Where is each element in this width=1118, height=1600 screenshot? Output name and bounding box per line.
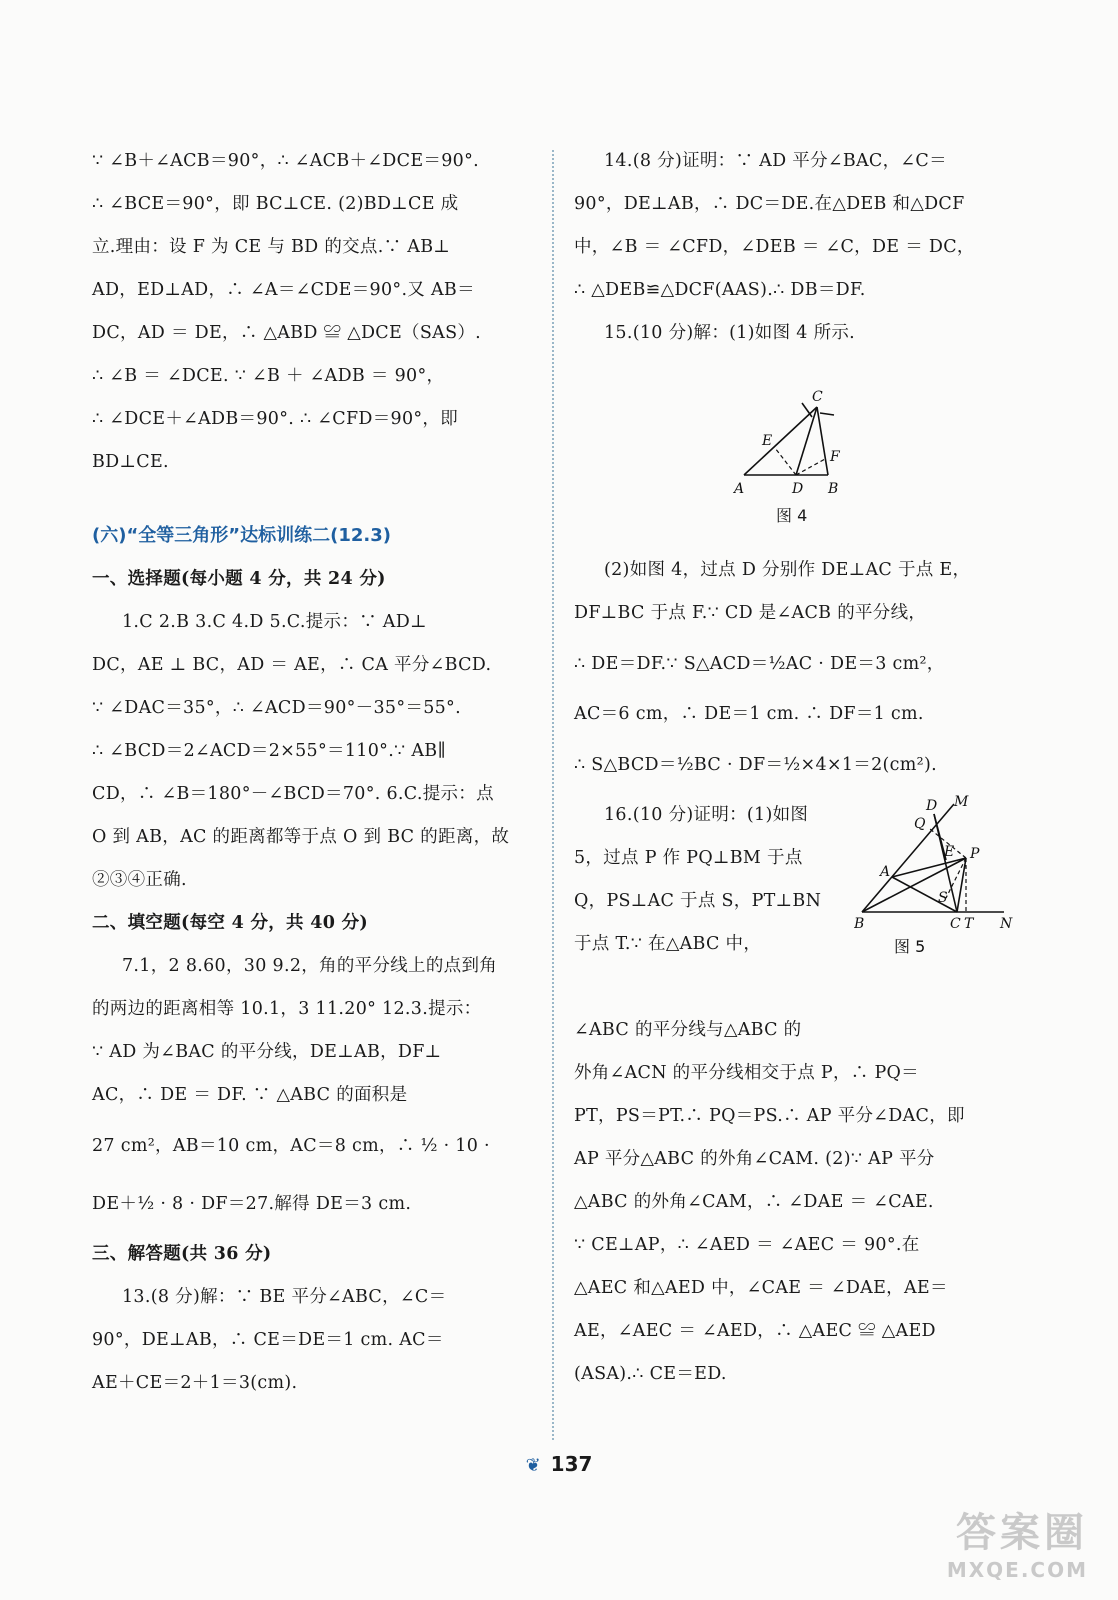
text-line: DC，AE ⊥ BC，AD ＝ AE，∴ CA 平分∠BCD. — [92, 655, 492, 675]
label-e: E — [944, 844, 955, 860]
text-line: ∵ ∠DAC＝35°，∴ ∠ACD＝90°－35°＝55°. — [92, 698, 461, 718]
text-line: (ASA).∴ CE＝ED. — [574, 1364, 727, 1384]
text-line: DC，AD ＝ DE，∴ △ABD ≌ △DCE（SAS）. — [92, 323, 482, 343]
text-line: ∴ S△BCD＝½BC · DF＝½×4×1＝2(cm²). — [574, 755, 937, 775]
label-c: C — [812, 389, 823, 405]
text-line: 外角∠ACN 的平分线相交于点 P，∴ PQ＝ — [574, 1063, 919, 1083]
text-line: ∴ ∠BCD＝2∠ACD＝2×55°＝110°.∵ AB∥ — [92, 741, 446, 761]
label-t: T — [964, 916, 974, 932]
label-b: B — [828, 481, 839, 497]
section-title: (六)“全等三角形”达标训练二(12.3) — [92, 525, 391, 546]
leaf-ornament-icon: ❦ — [525, 1455, 541, 1476]
label-s: S — [938, 890, 948, 906]
label-d: D — [926, 798, 938, 814]
seg-ap — [892, 858, 966, 877]
text-line: 立.理由：设 F 为 CE 与 BD 的交点.∵ AB⊥ — [92, 237, 451, 257]
text-line: 90°，DE⊥AB，∴ CE＝DE＝1 cm. AC＝ — [92, 1330, 444, 1350]
left-column — [92, 140, 530, 1405]
text-line: 16.(10 分)证明：(1)如图 — [604, 805, 809, 825]
text-line: DF⊥BC 于点 F.∵ CD 是∠ACB 的平分线， — [574, 603, 927, 623]
text-line: 5，过点 P 作 PQ⊥BM 于点 — [574, 848, 803, 868]
text-line: 15.(10 分)解：(1)如图 4 所示. — [604, 323, 856, 343]
page-number — [0, 1452, 1118, 1476]
text-line: ∵ ∠B＋∠ACB＝90°，∴ ∠ACB＋∠DCE＝90°. — [92, 151, 479, 171]
text-line: 的两边的距离相等 10.1，3 11.20° 12.3.提示： — [92, 999, 482, 1019]
text-line: ∵ AD 为∠BAC 的平分线，DE⊥AB，DF⊥ — [92, 1042, 442, 1062]
text-line: 7.1，2 8.60，30 9.2，角的平分线上的点到角 — [122, 956, 498, 976]
text-line: 27 cm²，AB＝10 cm，AC＝8 cm，∴ ½ · 10 · — [92, 1136, 490, 1156]
right-column — [574, 140, 1014, 1396]
column-divider — [552, 150, 554, 1440]
watermark — [947, 1501, 1088, 1582]
text-line: 14.(8 分)证明：∵ AD 平分∠BAC，∠C＝ — [604, 151, 947, 171]
question-16-with-figure — [574, 794, 1014, 1009]
label-a: A — [734, 481, 745, 497]
text-line: AC＝6 cm，∴ DE＝1 cm. ∴ DF＝1 cm. — [574, 704, 924, 724]
text-line: AD，ED⊥AD，∴ ∠A＝∠CDE＝90°.又 AB＝ — [92, 280, 475, 300]
text-line: PT，PS＝PT.∴ PQ＝PS.∴ AP 平分∠DAC，即 — [574, 1106, 965, 1126]
text-line: 13.(8 分)解：∵ BE 平分∠ABC，∠C＝ — [122, 1287, 447, 1307]
watermark-main: 答案圈 — [956, 1510, 1088, 1556]
subsection-heading: 三、解答题(共 36 分) — [92, 1244, 272, 1264]
text-line: AC，∴ DE ＝ DF. ∵ △ABC 的面积是 — [92, 1085, 408, 1105]
figure-4 — [574, 365, 1014, 535]
text-line: BD⊥CE. — [92, 452, 169, 472]
label-m: M — [954, 794, 969, 810]
question-16-intro — [574, 794, 844, 966]
text-line: DE＋½ · 8 · DF＝27.解得 DE＝3 cm. — [92, 1194, 412, 1214]
text-line: ②③④正确. — [92, 870, 187, 890]
text-line: ∴ ∠B ＝ ∠DCE. ∵ ∠B ＋ ∠ADB ＝ 90°， — [92, 366, 445, 386]
text-line: AE＋CE＝2＋1＝3(cm). — [92, 1373, 298, 1393]
page-number-text: 137 — [550, 1452, 593, 1476]
label-b: B — [854, 916, 865, 932]
text-line: ∵ CE⊥AP，∴ ∠AED ＝ ∠AEC ＝ 90°.在 — [574, 1235, 920, 1255]
label-p: P — [970, 846, 980, 862]
watermark-url: MXQE.COM — [946, 1558, 1088, 1582]
text-line: 90°，DE⊥AB，∴ DC＝DE.在△DEB 和△DCF — [574, 194, 965, 214]
figure-5-caption: 图 5 — [894, 937, 926, 956]
text-line: AE，∠AEC ＝ ∠AED，∴ △AEC ≌ △AED — [574, 1321, 936, 1341]
text-line: ∴ DE＝DF.∵ S△ACD＝½AC · DE＝3 cm²， — [574, 654, 945, 674]
text-line: O 到 AB，AC 的距离都等于点 O 到 BC 的距离，故 — [92, 827, 510, 847]
text-line: (2)如图 4，过点 D 分别作 DE⊥AC 于点 E， — [604, 560, 971, 580]
figure-5-diagram — [854, 794, 1014, 959]
text-line: AP 平分△ABC 的外角∠CAM. (2)∵ AP 平分 — [574, 1149, 935, 1169]
text-line: 中，∠B ＝ ∠CFD，∠DEB ＝ ∠C，DE ＝ DC， — [574, 237, 975, 257]
label-e: E — [762, 433, 773, 449]
text-line: CD，∴ ∠B＝180°－∠BCD＝70°. 6.C.提示：点 — [92, 784, 494, 804]
label-n: N — [1000, 916, 1013, 932]
text-line: ∴ ∠BCE＝90°，即 BC⊥CE. (2)BD⊥CE 成 — [92, 194, 459, 214]
text-line: ∠ABC 的平分线与△ABC 的 — [574, 1020, 802, 1040]
text-line: △ABC 的外角∠CAM，∴ ∠DAE ＝ ∠CAE. — [574, 1192, 934, 1212]
text-line: ∴ ∠DCE＋∠ADB＝90°. ∴ ∠CFD＝90°，即 — [92, 409, 459, 429]
seg-de — [775, 448, 796, 475]
seg-bc — [817, 407, 828, 475]
label-q: Q — [914, 816, 926, 832]
label-a: A — [880, 864, 891, 880]
text-line: 于点 T.∵ 在△ABC 中， — [574, 934, 762, 954]
text-line: Q，PS⊥AC 于点 S，PT⊥BN — [574, 891, 822, 911]
figure-4-caption: 图 4 — [776, 506, 808, 525]
subsection-heading: 二、填空题(每空 4 分，共 40 分) — [92, 913, 368, 933]
label-f: F — [830, 449, 840, 465]
text-line: △AEC 和△AED 中，∠CAE ＝ ∠DAE，AE＝ — [574, 1278, 948, 1298]
label-d: D — [792, 481, 804, 497]
label-c: C — [950, 916, 961, 932]
text-line: ∴ △DEB≌△DCF(AAS).∴ DB＝DF. — [574, 280, 866, 300]
text-line: 1.C 2.B 3.C 4.D 5.C.提示：∵ AD⊥ — [122, 612, 427, 632]
subsection-heading: 一、选择题(每小题 4 分，共 24 分) — [92, 569, 386, 589]
